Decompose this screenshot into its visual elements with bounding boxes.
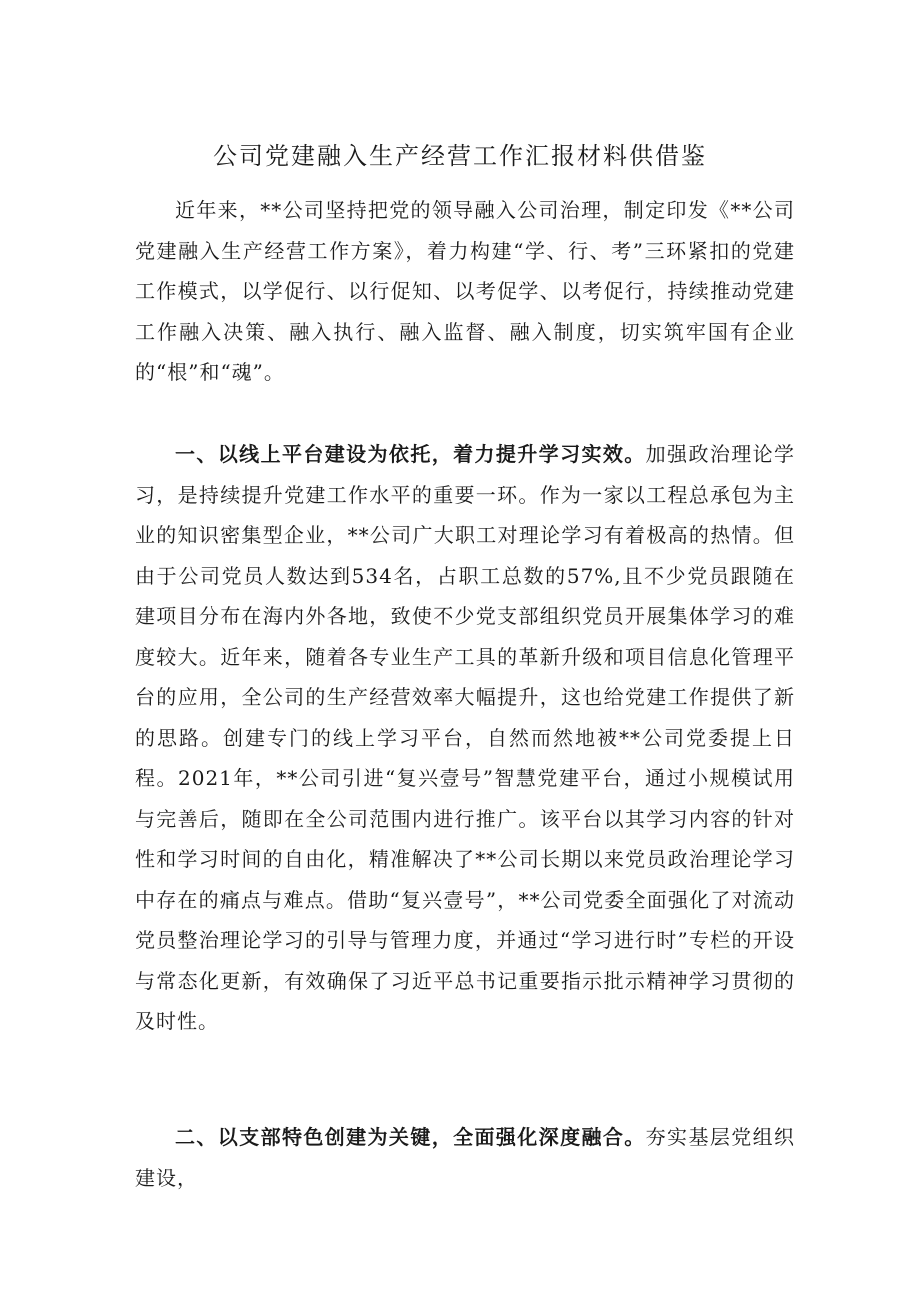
paragraph-text: 加强政治理论学习，是持续提升党建工作水平的重要一环。作为一家以工程总承包为主业的知识密集型企业，**公司广大职工对理论学习有着极高的热情。但由于公司党员人数达到534名，占职工总数的57%,且不少党员跟随在建项目分布在海内外各地，致使不少党支部组织党员开展集体学习的难度较大。近年来，随着各专业生产工具的革新升级和项目信息化管理平台的应用，全公司的生产经营效率大幅提升，这也给党建工作提供了新的思路。创建专门的线上学习平台，自然而然地被**公司党委提上日程。2021年，**公司引进“复兴壹号”智慧党建平台，通过小规模试用与完善后，随即在全公司范围内进行推广。该平台以其学习内容的针对性和学习时间的自由化，精准解决了**公司长期以来党员政治理论学习中存在的痛点与难点。借助“复兴壹号”，**公司党委全面强化了对流动党员整治理论学习的引导与管理力度，并通过“学习进行时”专栏的开设与常态化更新，有效确保了习近平总书记重要指示批示精神学习贯彻的及时性。 [135, 442, 796, 1033]
document-title: 公司党建融入生产经营工作汇报材料供借鉴 [213, 142, 707, 170]
paragraph-text: 近年来，**公司坚持把党的领导融入公司治理，制定印发《**公司党建融入生产经营工作方案》，着力构建“学、行、考”三环紧扣的党建工作模式，以学促行、以行促知、以考促学、以考促行，持续推动党建工作融入决策、融入执行、融入监督、融入制度，切实筑牢国有企业的“根”和“魂”。 [135, 198, 795, 384]
paragraph-text: 夯实基层党组织建设， [135, 1125, 796, 1190]
paragraph-section-1 [135, 434, 795, 1042]
paragraph-intro [135, 190, 795, 393]
section-heading: 一、以线上平台建设为依托，着力提升学习实效。 [175, 442, 646, 466]
section-heading: 二、以支部特色创建为关键，全面强化深度融合。 [175, 1125, 646, 1149]
paragraph-section-2 [135, 1117, 795, 1198]
